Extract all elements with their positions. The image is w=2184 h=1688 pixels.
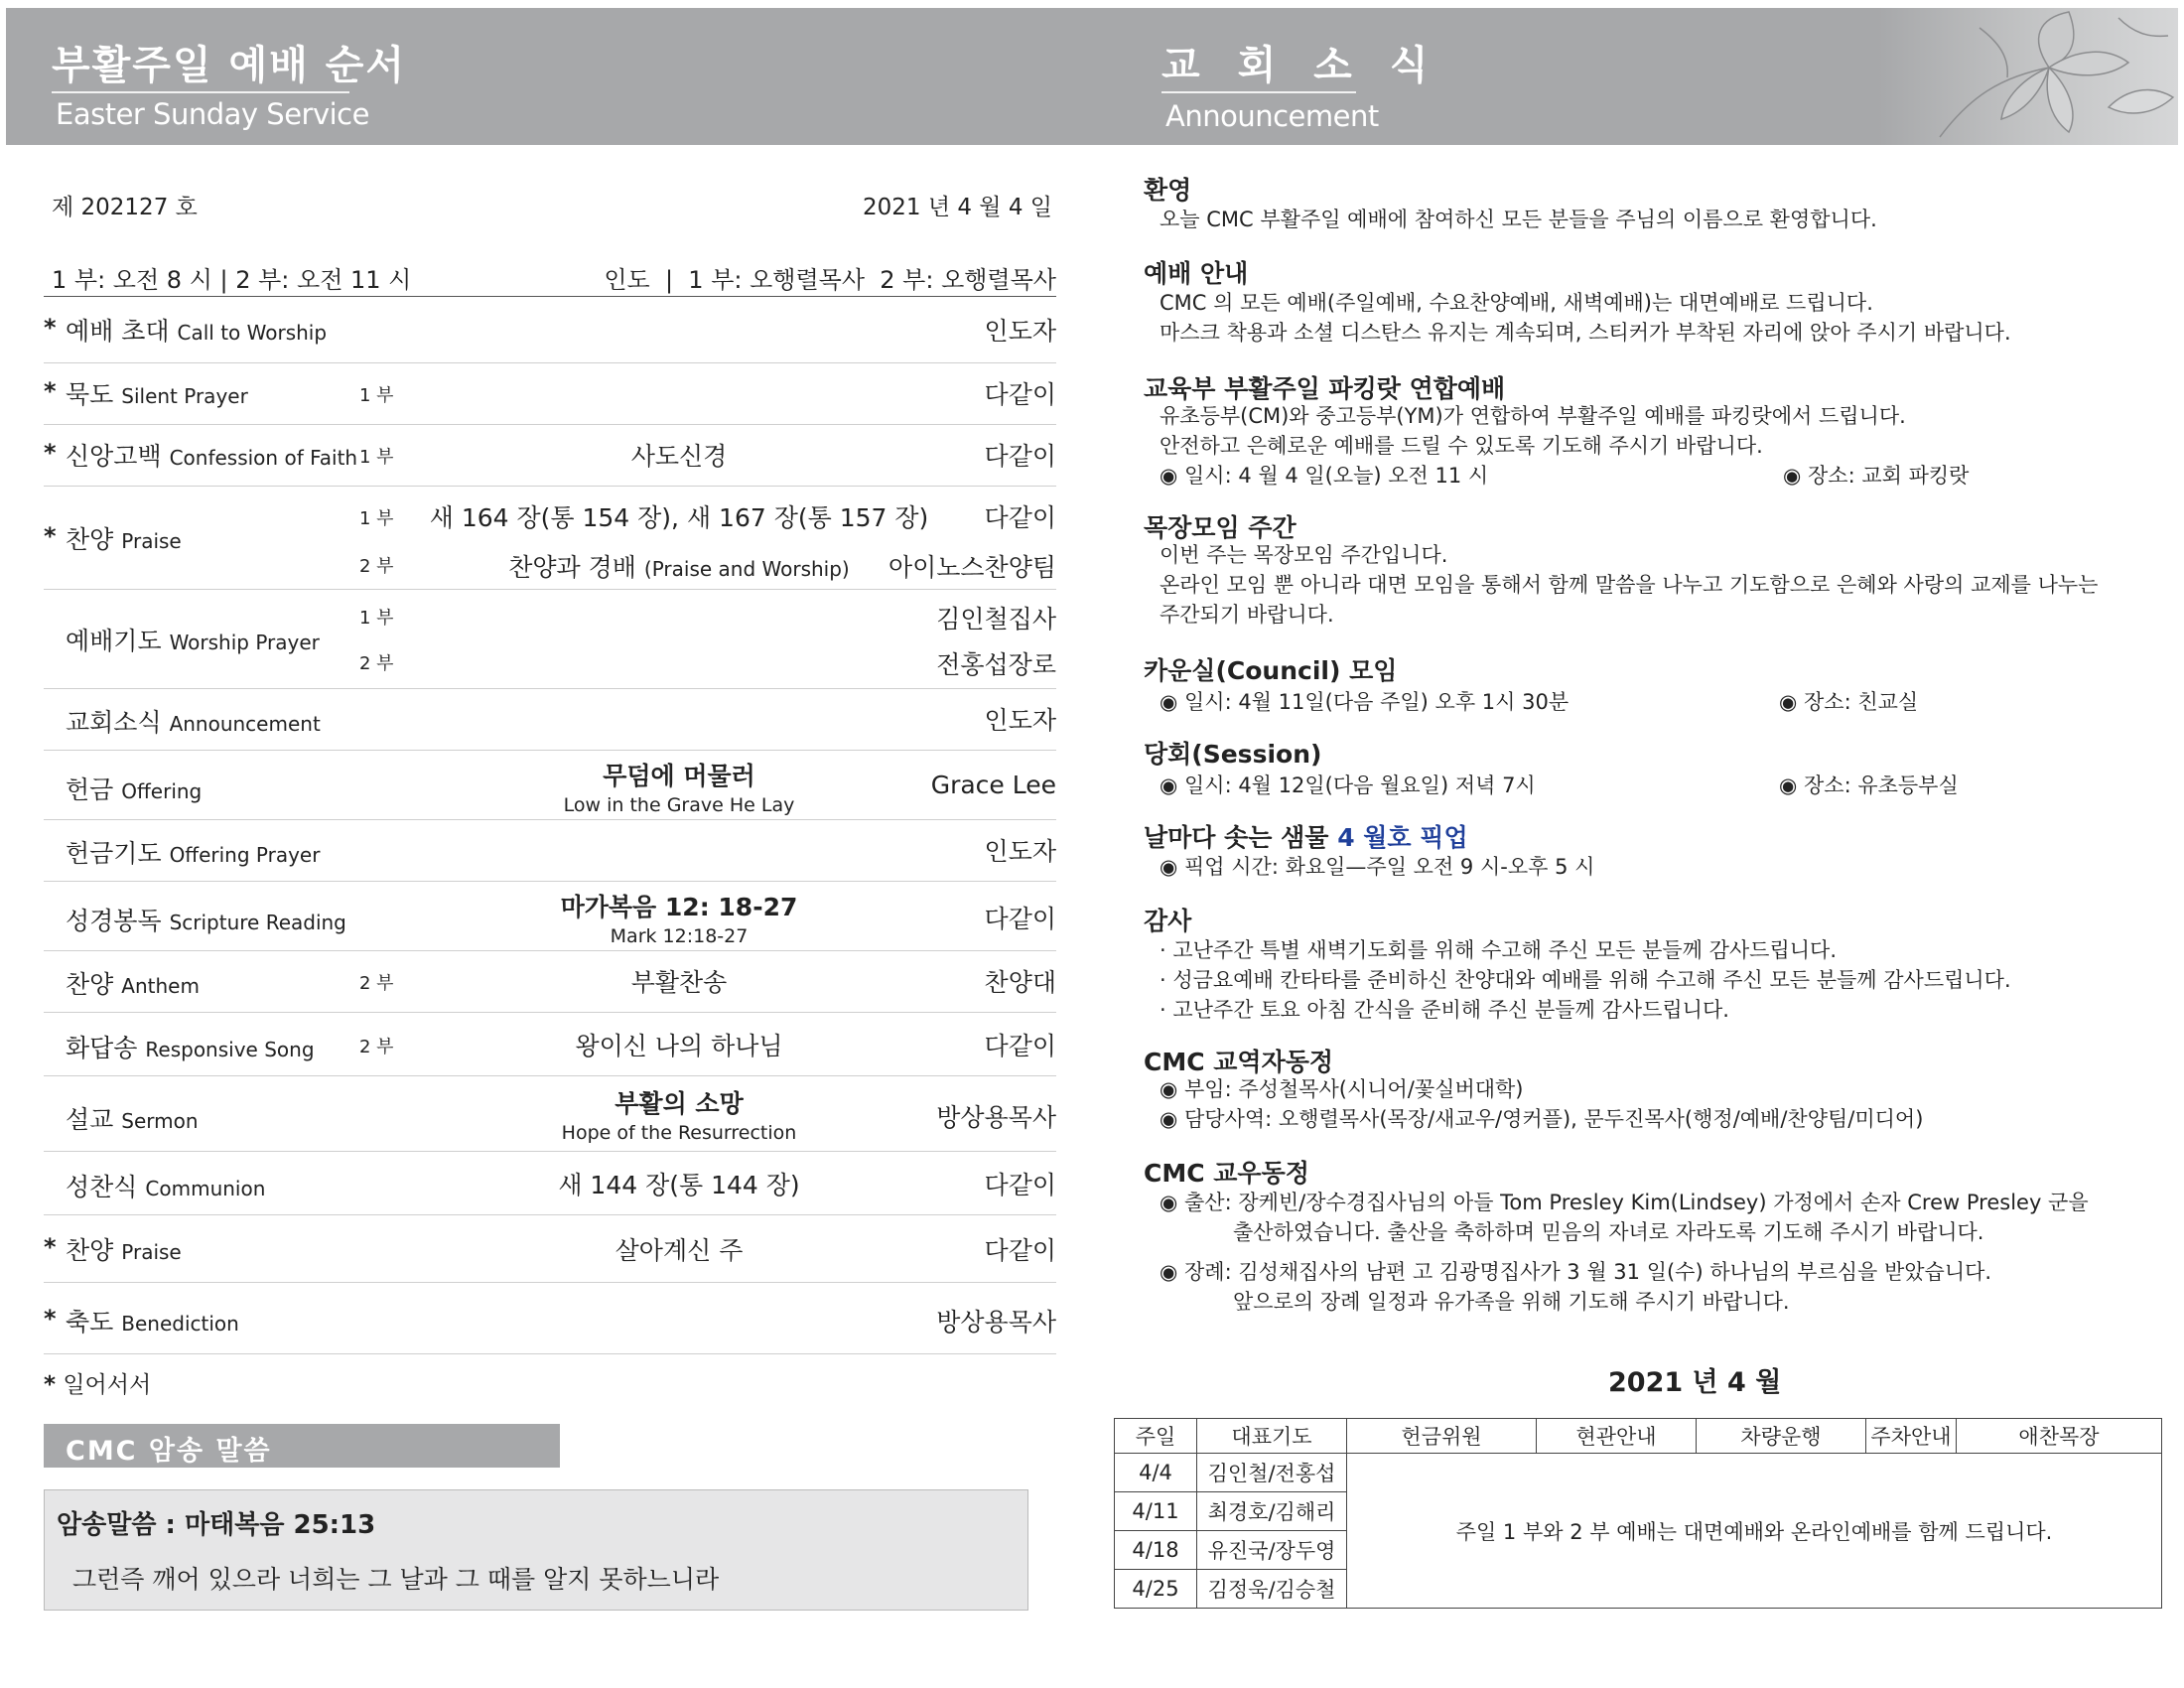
- memory-verse-header: [44, 1424, 560, 1468]
- order-item-title: 부활의 소망 Hope of the Resurrection: [561, 1089, 797, 1144]
- service-info-heading: 예배 안내: [1144, 259, 1249, 288]
- welcome-heading: 환영: [1144, 176, 1192, 205]
- order-item-name: 묵도 Silent Prayer: [66, 380, 248, 409]
- council-heading: 카운실(Council) 모임: [1144, 656, 1398, 685]
- schedule-header: 대표기도: [1197, 1419, 1347, 1454]
- service-part: 1 부: [359, 447, 394, 468]
- session-where: ◉ 장소: 유초등부실: [1779, 774, 1959, 797]
- order-row-sermon: [44, 1076, 1056, 1152]
- mokjang-line-2: 온라인 모임 뿐 아니라 대면 모임을 통해서 함께 말씀을 나누고 기도함으로 은혜와 사랑의 교제를 나누는: [1160, 573, 2099, 597]
- schedule-prayer: 김정욱/김승철: [1197, 1570, 1347, 1609]
- order-item-name: 신앙고백 Confession of Faith: [66, 442, 358, 471]
- order-item-name: 헌금 Offering: [66, 775, 203, 804]
- order-item-name: 설교 Sermon: [66, 1105, 199, 1134]
- council-where: ◉ 장소: 친교실: [1779, 690, 1919, 714]
- left-header-banner: [6, 8, 1106, 145]
- order-row-worship-prayer: [44, 590, 1056, 689]
- order-item-leader: 다같이: [984, 1032, 1056, 1060]
- order-row-closing-praise: [44, 1215, 1056, 1283]
- schedule-prayer: 최경호/김해리: [1197, 1492, 1347, 1531]
- order-item-title: 살아계신 주: [614, 1236, 744, 1265]
- monthly-schedule-table: [1114, 1418, 2162, 1609]
- edu-service-line-2: 안전하고 은혜로운 예배를 드릴 수 있도록 기도해 주시기 바랍니다.: [1160, 434, 1763, 458]
- schedule-header: 주차안내: [1866, 1419, 1957, 1454]
- order-item-name: 예배 초대 Call to Worship: [66, 317, 328, 346]
- schedule-title: 2021 년 4 월: [1608, 1367, 1782, 1398]
- service-part: 1 부: [359, 608, 394, 629]
- mokjang-line-3: 주간되기 바랍니다.: [1160, 603, 1334, 627]
- order-item-leader: 아이노스찬양팀: [887, 553, 1056, 582]
- edu-service-when: ◉ 일시: 4 월 4 일(오늘) 오전 11 시: [1160, 464, 1489, 488]
- standing-note: * 일어서서: [44, 1372, 152, 1398]
- schedule-row: [1115, 1454, 2162, 1492]
- schedule-header: 현관안내: [1537, 1419, 1697, 1454]
- schedule-date: 4/18: [1115, 1531, 1197, 1570]
- order-item-leader: 인도자: [984, 317, 1056, 346]
- order-item-title: 사도신경: [630, 442, 728, 471]
- schedule-note: 주일 1 부와 2 부 예배는 대면예배와 온라인예배를 함께 드립니다.: [1347, 1454, 2162, 1609]
- service-leaders: 인도 | 1 부: 오행렬목사 2 부: 오행렬목사: [604, 266, 1056, 294]
- staff-news-heading: CMC 교역자동정: [1144, 1048, 1334, 1076]
- daily-spring-heading: 날마다 솟는 샘물 4 월호 픽업: [1144, 823, 1468, 852]
- service-part: 1 부: [359, 385, 394, 406]
- schedule-date: 4/4: [1115, 1454, 1197, 1492]
- thanks-line-1: · 고난주간 특별 새벽기도회를 위해 수고해 주신 모든 분들께 감사드립니다.: [1160, 938, 1838, 962]
- staff-news-line-1: ◉ 부임: 주성철목사(시니어/꽃실버대학): [1160, 1077, 1524, 1101]
- member-news-heading: CMC 교우동정: [1144, 1159, 1309, 1188]
- order-item-title: 마가복음 12: 18-27 Mark 12:18-27: [560, 893, 798, 947]
- order-row-offering: [44, 751, 1056, 820]
- thanks-line-3: · 고난주간 토요 아침 간식을 준비해 주신 분들께 감사드립니다.: [1160, 998, 1729, 1022]
- memory-verse-box: [44, 1489, 1028, 1611]
- standing-mark: *: [44, 1233, 57, 1261]
- order-item-leader: 방상용목사: [936, 1308, 1056, 1336]
- order-item-leader: 다같이: [984, 905, 1056, 933]
- staff-news-line-2: ◉ 담당사역: 오행렬목사(목장/새교우/영커플), 문두진목사(행정/예배/찬양팀/미디어): [1160, 1107, 1924, 1131]
- service-times: 1 부: 오전 8 시 | 2 부: 오전 11 시: [52, 266, 412, 294]
- right-header-title: 교 회 소 식: [1161, 43, 1440, 88]
- order-item-name: 찬양 Praise: [66, 525, 182, 554]
- thanks-line-2: · 성금요예배 칸타타를 준비하신 찬양대와 예배를 위해 수고해 주신 모든 분들께 감사드립니다.: [1160, 968, 2011, 992]
- standing-mark: *: [44, 1305, 57, 1333]
- order-row-praise: [44, 487, 1056, 590]
- order-item-name: 예배기도 Worship Prayer: [66, 627, 320, 655]
- service-info-line-1: CMC 의 모든 예배(주일예배, 수요찬양예배, 새벽예배)는 대면예배로 드립니다.: [1160, 291, 1873, 315]
- schedule-header: 애찬목장: [1957, 1419, 2162, 1454]
- issue-number: 제 202127 호: [52, 195, 198, 220]
- schedule-header: 차량운행: [1697, 1419, 1866, 1454]
- order-item-leader: 다같이: [984, 503, 1056, 532]
- service-part: 2 부: [359, 973, 394, 994]
- order-item-title: 새 164 장(통 154 장), 새 167 장(통 157 장): [429, 503, 929, 532]
- member-news-funeral: ◉ 장례: 김성채집사의 남편 고 김광명집사가 3 월 31 일(수) 하나님의 부르심을 받았습니다.: [1160, 1260, 1992, 1284]
- order-item-leader: 다같이: [984, 442, 1056, 471]
- edu-service-heading: 교육부 부활주일 파킹랏 연합예배: [1144, 374, 1506, 403]
- standing-mark: *: [44, 439, 57, 467]
- order-row-scripture: [44, 882, 1056, 951]
- order-row-silent-prayer: [44, 363, 1056, 425]
- right-header-banner: [1106, 8, 2178, 145]
- service-part: 1 부: [359, 508, 394, 529]
- order-item-leader: 전홍섭장로: [936, 650, 1056, 679]
- order-item-leader: 다같이: [984, 1171, 1056, 1199]
- order-top-rule: [44, 296, 1056, 297]
- order-item-name: 화답송 Responsive Song: [66, 1034, 315, 1062]
- order-item-title: 왕이신 나의 하나님: [575, 1032, 783, 1060]
- order-item-title: 무덤에 머물러 Low in the Grave He Lay: [563, 762, 795, 816]
- schedule-prayer: 김인철/전홍섭: [1197, 1454, 1347, 1492]
- schedule-date: 4/25: [1115, 1570, 1197, 1609]
- order-row-confession: [44, 425, 1056, 487]
- order-item-leader: 다같이: [984, 380, 1056, 409]
- daily-spring-pickup-label: 4 월호 픽업: [1337, 823, 1468, 852]
- left-header-divider: [52, 91, 349, 93]
- edu-service-line-1: 유초등부(CM)와 중고등부(YM)가 연합하여 부활주일 예배를 파킹랏에서 드립니다.: [1160, 404, 1906, 428]
- schedule-header: 주일: [1115, 1419, 1197, 1454]
- standing-mark: *: [44, 377, 57, 405]
- order-item-leader: 인도자: [984, 837, 1056, 866]
- order-item-name: 찬양 Anthem: [66, 970, 200, 999]
- order-item-leader: 인도자: [984, 706, 1056, 735]
- memory-verse-text: 그런즉 깨어 있으라 너희는 그 날과 그 때를 알지 못하느니라: [72, 1565, 720, 1594]
- standing-mark: *: [44, 314, 57, 342]
- daily-spring-pickup-time: ◉ 픽업 시간: 화요일—주일 오전 9 시-오후 5 시: [1160, 855, 1595, 879]
- session-when: ◉ 일시: 4월 12일(다음 월요일) 저녁 7시: [1160, 774, 1536, 797]
- right-header-subtitle: Announcement: [1165, 99, 1379, 133]
- session-heading: 당회(Session): [1144, 740, 1322, 769]
- order-row-benediction: [44, 1283, 1056, 1354]
- order-item-leader: 김인철집사: [936, 605, 1056, 633]
- memory-verse-reference: 암송말씀 : 마태복음 25:13: [57, 1510, 376, 1540]
- order-row-anthem: [44, 951, 1056, 1013]
- member-news-funeral-cont: 앞으로의 장례 일정과 유가족을 위해 기도해 주시기 바랍니다.: [1233, 1290, 1790, 1314]
- order-item-leader: 방상용목사: [936, 1103, 1056, 1132]
- standing-mark: *: [44, 522, 57, 550]
- bulletin-date: 2021 년 4 월 4 일: [862, 195, 1052, 220]
- welcome-text: 오늘 CMC 부활주일 예배에 참여하신 모든 분들을 주님의 이름으로 환영합니다.: [1160, 208, 1877, 231]
- council-when: ◉ 일시: 4월 11일(다음 주일) 오후 1시 30분: [1160, 690, 1570, 714]
- mokjang-heading: 목장모임 주간: [1144, 513, 1297, 542]
- order-item-leader: Grace Lee: [930, 771, 1056, 799]
- order-item-name: 성경봉독 Scripture Reading: [66, 907, 346, 935]
- order-item-name: 헌금기도 Offering Prayer: [66, 839, 321, 868]
- thanks-heading: 감사: [1144, 907, 1192, 935]
- order-row-communion: [44, 1152, 1056, 1215]
- left-header-title: 부활주일 예배 순서: [52, 43, 406, 88]
- order-item-name: 축도 Benediction: [66, 1308, 239, 1336]
- order-row-announcement: [44, 689, 1056, 751]
- order-item-name: 교회소식 Announcement: [66, 708, 321, 737]
- member-news-birth: ◉ 출산: 장케빈/장수경집사님의 아들 Tom Presley Kim(Lindsey) 가정에서 손자 Crew Presley 군을: [1160, 1191, 2089, 1214]
- order-item-name: 찬양 Praise: [66, 1236, 182, 1265]
- order-item-title: 부활찬송: [630, 968, 728, 997]
- schedule-prayer: 유진국/장두영: [1197, 1531, 1347, 1570]
- left-header-subtitle: Easter Sunday Service: [56, 97, 369, 131]
- lily-flower-decoration: [1880, 8, 2178, 145]
- order-row-offering-prayer: [44, 820, 1056, 882]
- order-item-title: 새 144 장(통 144 장): [558, 1171, 800, 1199]
- memory-verse-heading: CMC 암송 말씀: [66, 1436, 272, 1467]
- order-item-title: 찬양과 경배 (Praise and Worship): [508, 553, 850, 582]
- member-news-birth-cont: 출산하였습니다. 출산을 축하하며 믿음의 자녀로 자라도록 기도해 주시기 바랍니다.: [1233, 1220, 1984, 1244]
- service-part: 2 부: [359, 556, 394, 577]
- service-info-line-2: 마스크 착용과 소셜 디스탄스 유지는 계속되며, 스티커가 부착된 자리에 앉아 주시기 바랍니다.: [1160, 321, 2011, 345]
- edu-service-where: ◉ 장소: 교회 파킹랏: [1783, 464, 1970, 488]
- service-part: 2 부: [359, 1037, 394, 1057]
- order-item-leader: 찬양대: [984, 968, 1056, 997]
- schedule-header: 헌금위원: [1347, 1419, 1537, 1454]
- mokjang-line-1: 이번 주는 목장모임 주간입니다.: [1160, 543, 1448, 567]
- order-row-responsive-song: [44, 1013, 1056, 1076]
- order-row-call-to-worship: [44, 298, 1056, 363]
- schedule-date: 4/11: [1115, 1492, 1197, 1531]
- order-item-leader: 다같이: [984, 1236, 1056, 1265]
- order-item-name: 성찬식 Communion: [66, 1173, 266, 1201]
- service-part: 2 부: [359, 653, 394, 674]
- schedule-header-row: [1115, 1419, 2162, 1454]
- right-header-divider: [1161, 91, 1356, 93]
